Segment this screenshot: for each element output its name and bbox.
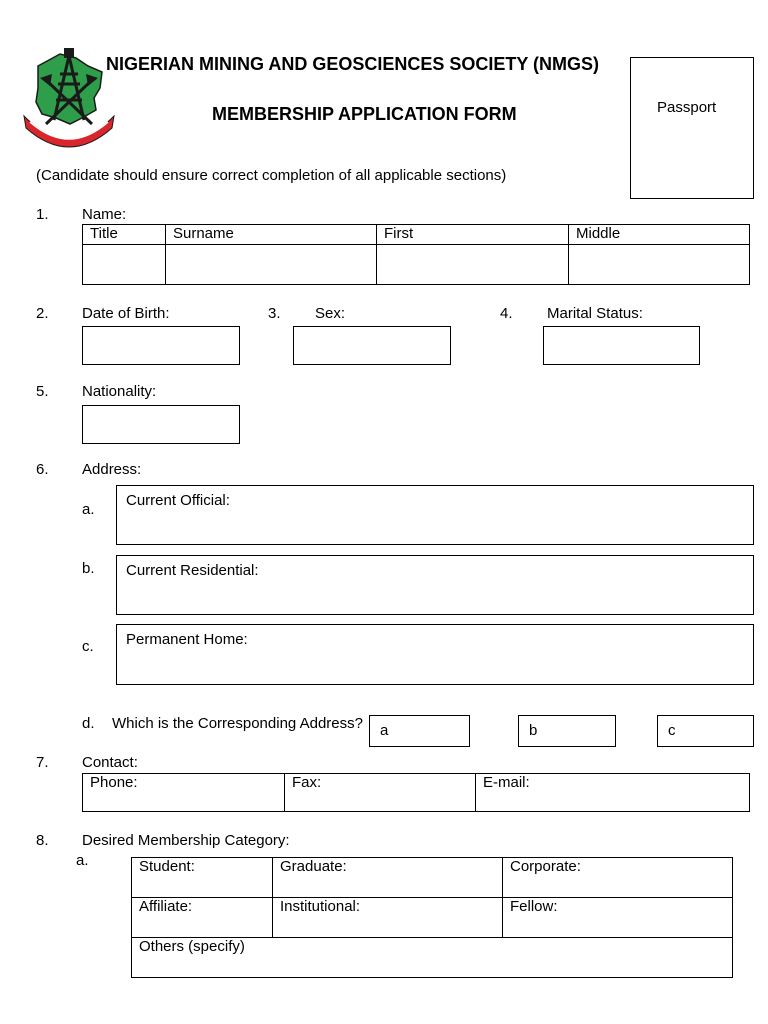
marital-status-field[interactable] bbox=[543, 326, 700, 365]
option-b-label: b bbox=[529, 722, 538, 739]
address-b-letter: b. bbox=[82, 560, 95, 577]
section-2-number: 2. bbox=[36, 305, 49, 322]
membership-table bbox=[131, 857, 733, 978]
section-5-number: 5. bbox=[36, 383, 49, 400]
surname-input-cell[interactable] bbox=[166, 245, 377, 285]
category-institutional[interactable]: Institutional: bbox=[273, 898, 503, 938]
passport-photo-box[interactable] bbox=[630, 57, 754, 199]
dob-field[interactable] bbox=[82, 326, 240, 365]
name-col-first: First bbox=[377, 225, 569, 245]
dob-label: Date of Birth: bbox=[82, 305, 170, 322]
address-a-letter: a. bbox=[82, 501, 95, 518]
address-c-letter: c. bbox=[82, 638, 94, 655]
sex-field[interactable] bbox=[293, 326, 451, 365]
title-input-cell[interactable] bbox=[83, 245, 166, 285]
category-fellow[interactable]: Fellow: bbox=[503, 898, 733, 938]
name-table bbox=[82, 224, 750, 285]
address-label: Address: bbox=[82, 461, 142, 478]
org-name: NIGERIAN MINING AND GEOSCIENCES SOCIETY (NMGS) bbox=[106, 54, 600, 74]
corresponding-option-b[interactable] bbox=[518, 715, 616, 747]
name-col-title: Title bbox=[83, 225, 166, 245]
section-3-number: 3. bbox=[268, 305, 281, 322]
name-label: Name: bbox=[82, 206, 127, 223]
middle-name-input-cell[interactable] bbox=[569, 245, 750, 285]
permanent-home-address-field[interactable] bbox=[116, 624, 754, 685]
permanent-home-label: Permanent Home: bbox=[126, 631, 248, 648]
email-field[interactable]: E-mail: bbox=[476, 774, 750, 812]
first-name-input-cell[interactable] bbox=[377, 245, 569, 285]
section-6-number: 6. bbox=[36, 461, 49, 478]
current-residential-label: Current Residential: bbox=[126, 562, 259, 579]
name-col-surname: Surname bbox=[166, 225, 377, 245]
section-7-number: 7. bbox=[36, 754, 49, 771]
address-d-letter: d. bbox=[82, 715, 95, 732]
nationality-field[interactable] bbox=[82, 405, 240, 444]
form-title: MEMBERSHIP APPLICATION FORM bbox=[212, 104, 517, 124]
category-corporate[interactable]: Corporate: bbox=[503, 858, 733, 898]
current-residential-address-field[interactable] bbox=[116, 555, 754, 615]
corresponding-address-question: Which is the Corresponding Address? bbox=[112, 715, 363, 732]
passport-label: Passport bbox=[657, 99, 717, 116]
membership-a-letter: a. bbox=[76, 852, 89, 869]
nationality-label: Nationality: bbox=[82, 383, 157, 400]
corresponding-option-c[interactable] bbox=[657, 715, 754, 747]
contact-label: Contact: bbox=[82, 754, 138, 771]
corresponding-option-a[interactable] bbox=[369, 715, 470, 747]
category-affiliate[interactable]: Affiliate: bbox=[132, 898, 273, 938]
category-graduate[interactable]: Graduate: bbox=[273, 858, 503, 898]
marital-status-label: Marital Status: bbox=[547, 305, 643, 322]
section-8-number: 8. bbox=[36, 832, 49, 849]
category-others[interactable]: Others (specify) bbox=[132, 938, 733, 978]
current-official-label: Current Official: bbox=[126, 492, 230, 509]
contact-table bbox=[82, 773, 750, 812]
phone-field[interactable]: Phone: bbox=[83, 774, 285, 812]
option-a-label: a bbox=[380, 722, 389, 739]
membership-category-label: Desired Membership Category: bbox=[82, 832, 290, 849]
section-4-number: 4. bbox=[500, 305, 513, 322]
name-col-middle: Middle bbox=[569, 225, 750, 245]
option-c-label: c bbox=[668, 722, 676, 739]
sex-label: Sex: bbox=[315, 305, 346, 322]
current-official-address-field[interactable] bbox=[116, 485, 754, 545]
instruction-text: (Candidate should ensure correct completion of all applicable sections) bbox=[36, 167, 507, 184]
fax-field[interactable]: Fax: bbox=[285, 774, 476, 812]
section-1-number: 1. bbox=[36, 206, 49, 223]
category-student[interactable]: Student: bbox=[132, 858, 273, 898]
